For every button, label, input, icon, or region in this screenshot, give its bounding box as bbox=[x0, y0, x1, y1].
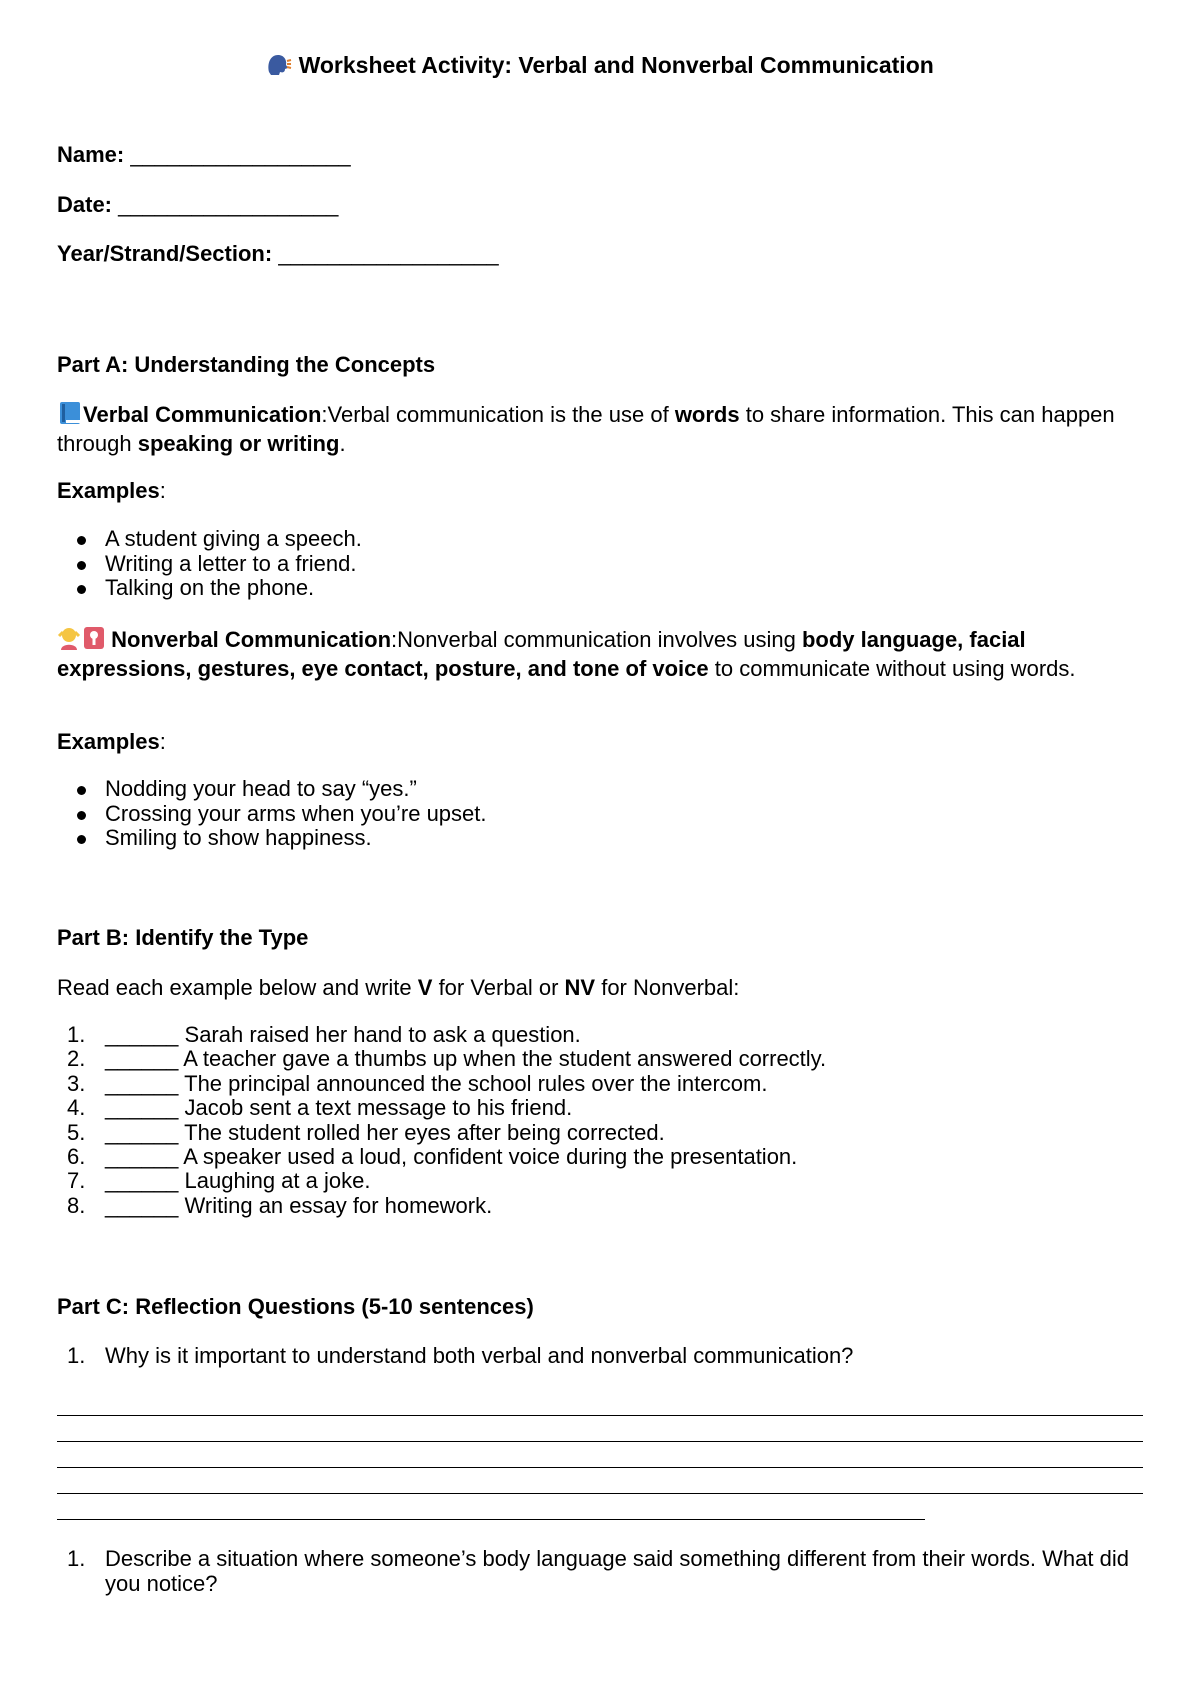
answer-line[interactable] bbox=[57, 1441, 1143, 1442]
list-item[interactable]: 3. ______ The principal announced the school rules over the intercom. bbox=[67, 1070, 768, 1096]
answer-line[interactable] bbox=[57, 1493, 1143, 1494]
year-strand-section-blank[interactable]: __________________ bbox=[278, 241, 499, 266]
list-item: Nodding your head to say “yes.” bbox=[57, 777, 487, 802]
worksheet-title bbox=[0, 52, 1200, 82]
name-blank[interactable]: __________________ bbox=[130, 142, 351, 167]
list-item[interactable]: 8. ______ Writing an essay for homework. bbox=[67, 1192, 493, 1218]
list-item[interactable]: 4. ______ Jacob sent a text message to his friend. bbox=[67, 1095, 573, 1121]
part-c-heading: Part C: Reflection Questions (5-10 sentences) bbox=[57, 1294, 534, 1319]
nonverbal-term: Nonverbal Communication bbox=[111, 627, 392, 652]
list-item[interactable]: 2. ______ A teacher gave a thumbs up when the student answered correctly. bbox=[67, 1046, 827, 1072]
nonverbal-definition: Nonverbal Communication:Nonverbal communication involves using body language, facial expressions, gestures, eye contact, posture, and tone of voice to communicate without using words. bbox=[57, 627, 1076, 681]
list-item: Writing a letter to a friend. bbox=[57, 552, 362, 577]
year-strand-section-field[interactable]: Year/Strand/Section: __________________ bbox=[57, 241, 499, 266]
list-item: Crossing your arms when you’re upset. bbox=[57, 802, 487, 827]
verbal-definition: Verbal Communication:Verbal communication is the use of words to share information. This can happen through speaking or writing. bbox=[57, 402, 1115, 456]
nonverbal-examples-list bbox=[57, 777, 487, 851]
nonverbal-examples-label: Examples: bbox=[57, 729, 166, 754]
answer-line[interactable] bbox=[57, 1519, 925, 1520]
title-text: Worksheet Activity: Verbal and Nonverbal Communication bbox=[298, 52, 934, 78]
reflection-question-1: 1. Why is it important to understand both verbal and nonverbal communication? bbox=[67, 1343, 854, 1368]
list-item[interactable]: 7. ______ Laughing at a joke. bbox=[67, 1168, 371, 1194]
person-gesturing-icon bbox=[57, 626, 105, 656]
part-b-heading: Part B: Identify the Type bbox=[57, 925, 309, 950]
list-item[interactable]: 1. ______ Sarah raised her hand to ask a question. bbox=[67, 1022, 581, 1047]
verbal-term: Verbal Communication bbox=[83, 402, 322, 427]
date-blank[interactable]: __________________ bbox=[118, 192, 339, 217]
answer-line[interactable] bbox=[57, 1467, 1143, 1468]
answer-line[interactable] bbox=[57, 1415, 1143, 1416]
part-a-heading: Part A: Understanding the Concepts bbox=[57, 352, 436, 377]
list-item: A student giving a speech. bbox=[57, 527, 362, 552]
list-item: Smiling to show happiness. bbox=[57, 826, 487, 851]
identify-type-list bbox=[57, 1023, 826, 1218]
list-item[interactable]: 5. ______ The student rolled her eyes after being corrected. bbox=[67, 1119, 665, 1145]
part-b-instructions: Read each example below and write V for Verbal or NV for Nonverbal: bbox=[57, 975, 740, 1000]
blue-book-icon bbox=[57, 401, 83, 431]
list-item: Talking on the phone. bbox=[57, 576, 362, 601]
list-item[interactable]: 6. ______ A speaker used a loud, confident voice during the presentation. bbox=[67, 1143, 798, 1169]
date-field[interactable]: Date: __________________ bbox=[57, 192, 339, 217]
reflection-question-2: 1. Describe a situation where someone’s body language said something different from their words. What did you notice? bbox=[67, 1546, 1129, 1596]
speaking-head-icon bbox=[266, 52, 292, 82]
verbal-examples-label: Examples: bbox=[57, 478, 166, 503]
verbal-examples-list bbox=[57, 527, 362, 601]
name-field[interactable]: Name: __________________ bbox=[57, 142, 351, 167]
